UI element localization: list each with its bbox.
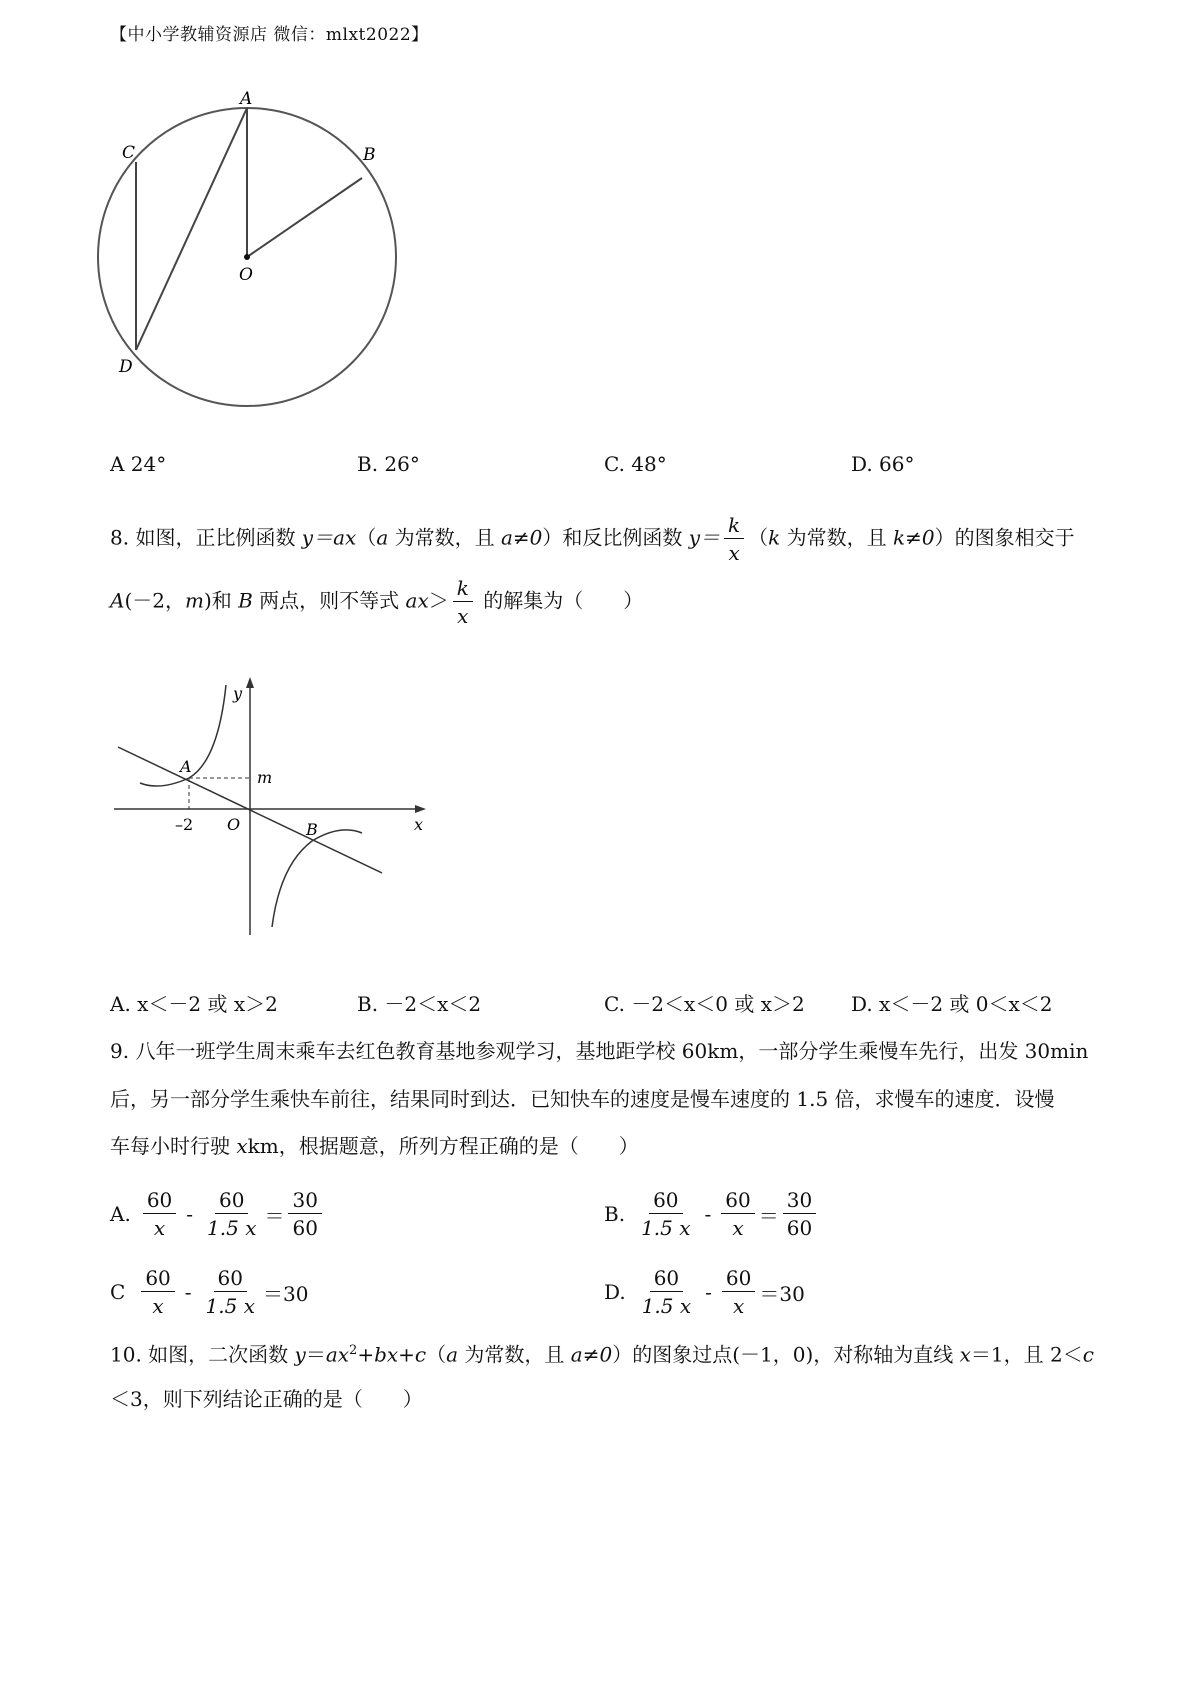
label-a: A <box>180 757 192 776</box>
q8-option-a: A. x＜－2 或 x＞2 <box>110 992 278 1016</box>
label-d: D <box>119 357 133 377</box>
x-axis-arrow <box>415 805 426 813</box>
q9-line-2: 后，另一部分学生乘快车前往，结果同时到达．已知快车的速度是慢车速度的 1.5 倍，求慢车的速度．设慢 <box>110 1087 1055 1111</box>
label-m: m <box>257 768 273 787</box>
label-o: O <box>227 815 241 834</box>
q10-line-2: ＜3，则下列结论正确的是（ ） <box>110 1387 423 1411</box>
q10-line-1: 10. 如图，二次函数 $y=ax^2+bx+c(a$ 为常数，且 a≠0）的图象过点(－1，0)，对称轴为直线 x＝1，且 2＜c <box>110 1342 1094 1367</box>
hyperbola-lower-branch <box>272 830 362 927</box>
label-a: A <box>240 90 253 109</box>
q8-line-2: A(－2，m)和 B 两点，则不等式 ax＞ $\frac{k}{x}$ 的解集为（ ） <box>110 576 644 628</box>
center-point-o <box>244 254 250 260</box>
q9-line-1: 9. 八年一班学生周末乘车去红色教育基地参观学习，基地距学校 60km，一部分学生乘慢车先行，出发 30min <box>110 1039 1089 1063</box>
q8-line-1: 8. 如图，正比例函数 y＝ax（a 为常数，且 a≠0）和反比例函数 y＝ $\frac{k}{x}$ （k 为常数，且 k≠0）的图象相交于 <box>110 513 1075 565</box>
label-y: y <box>233 684 243 703</box>
circle-figure <box>95 90 415 430</box>
label-b: B <box>363 145 376 165</box>
q8-option-c: C. －2＜x＜0 或 x＞2 <box>604 992 805 1016</box>
q9-option-d: D. $\frac{60}{1.5 x}$ - $\frac{60}{x}$ ＝30 <box>604 1266 805 1318</box>
q7-option-a: A 24° <box>110 452 167 476</box>
fraction-k-over-x: $\frac{k}{x}$ <box>453 578 473 626</box>
q8-option-b: B. －2＜x＜2 <box>357 992 482 1016</box>
q7-option-b: B. 26° <box>357 452 420 476</box>
label-x: x <box>414 815 424 834</box>
label-neg2: –2 <box>175 815 194 834</box>
q9-option-a: A. $\frac{60}{x}$ - $\frac{60}{1.5 x}$ ＝ $\frac{30}{60}$ <box>110 1190 326 1238</box>
q8-option-d: D. x＜－2 或 0＜x＜2 <box>851 992 1053 1016</box>
label-c: C <box>122 143 136 163</box>
q9-line-3: 车每小时行驶 xkm，根据题意，所列方程正确的是（ ） <box>110 1134 639 1158</box>
label-o: O <box>239 265 253 285</box>
fraction-k-over-x: $\frac{k}{x}$ <box>724 515 744 563</box>
label-b: B <box>306 820 318 839</box>
page-header: 【中小学教辅资源店 微信：mlxt2022】 <box>110 25 429 45</box>
y-axis-arrow <box>246 677 254 688</box>
q7-option-c: C. 48° <box>604 452 667 476</box>
q9-option-b: B. $\frac{60}{1.5 x}$ - $\frac{60}{x}$ ＝ $\frac{30}{60}$ <box>604 1190 820 1238</box>
chord-ad <box>136 108 247 350</box>
radius-ob <box>247 178 362 257</box>
q9-option-c: C $\frac{60}{x}$ - $\frac{60}{1.5 x}$ ＝30 <box>110 1266 309 1318</box>
function-graph <box>100 665 440 950</box>
q7-option-d: D. 66° <box>851 452 915 476</box>
